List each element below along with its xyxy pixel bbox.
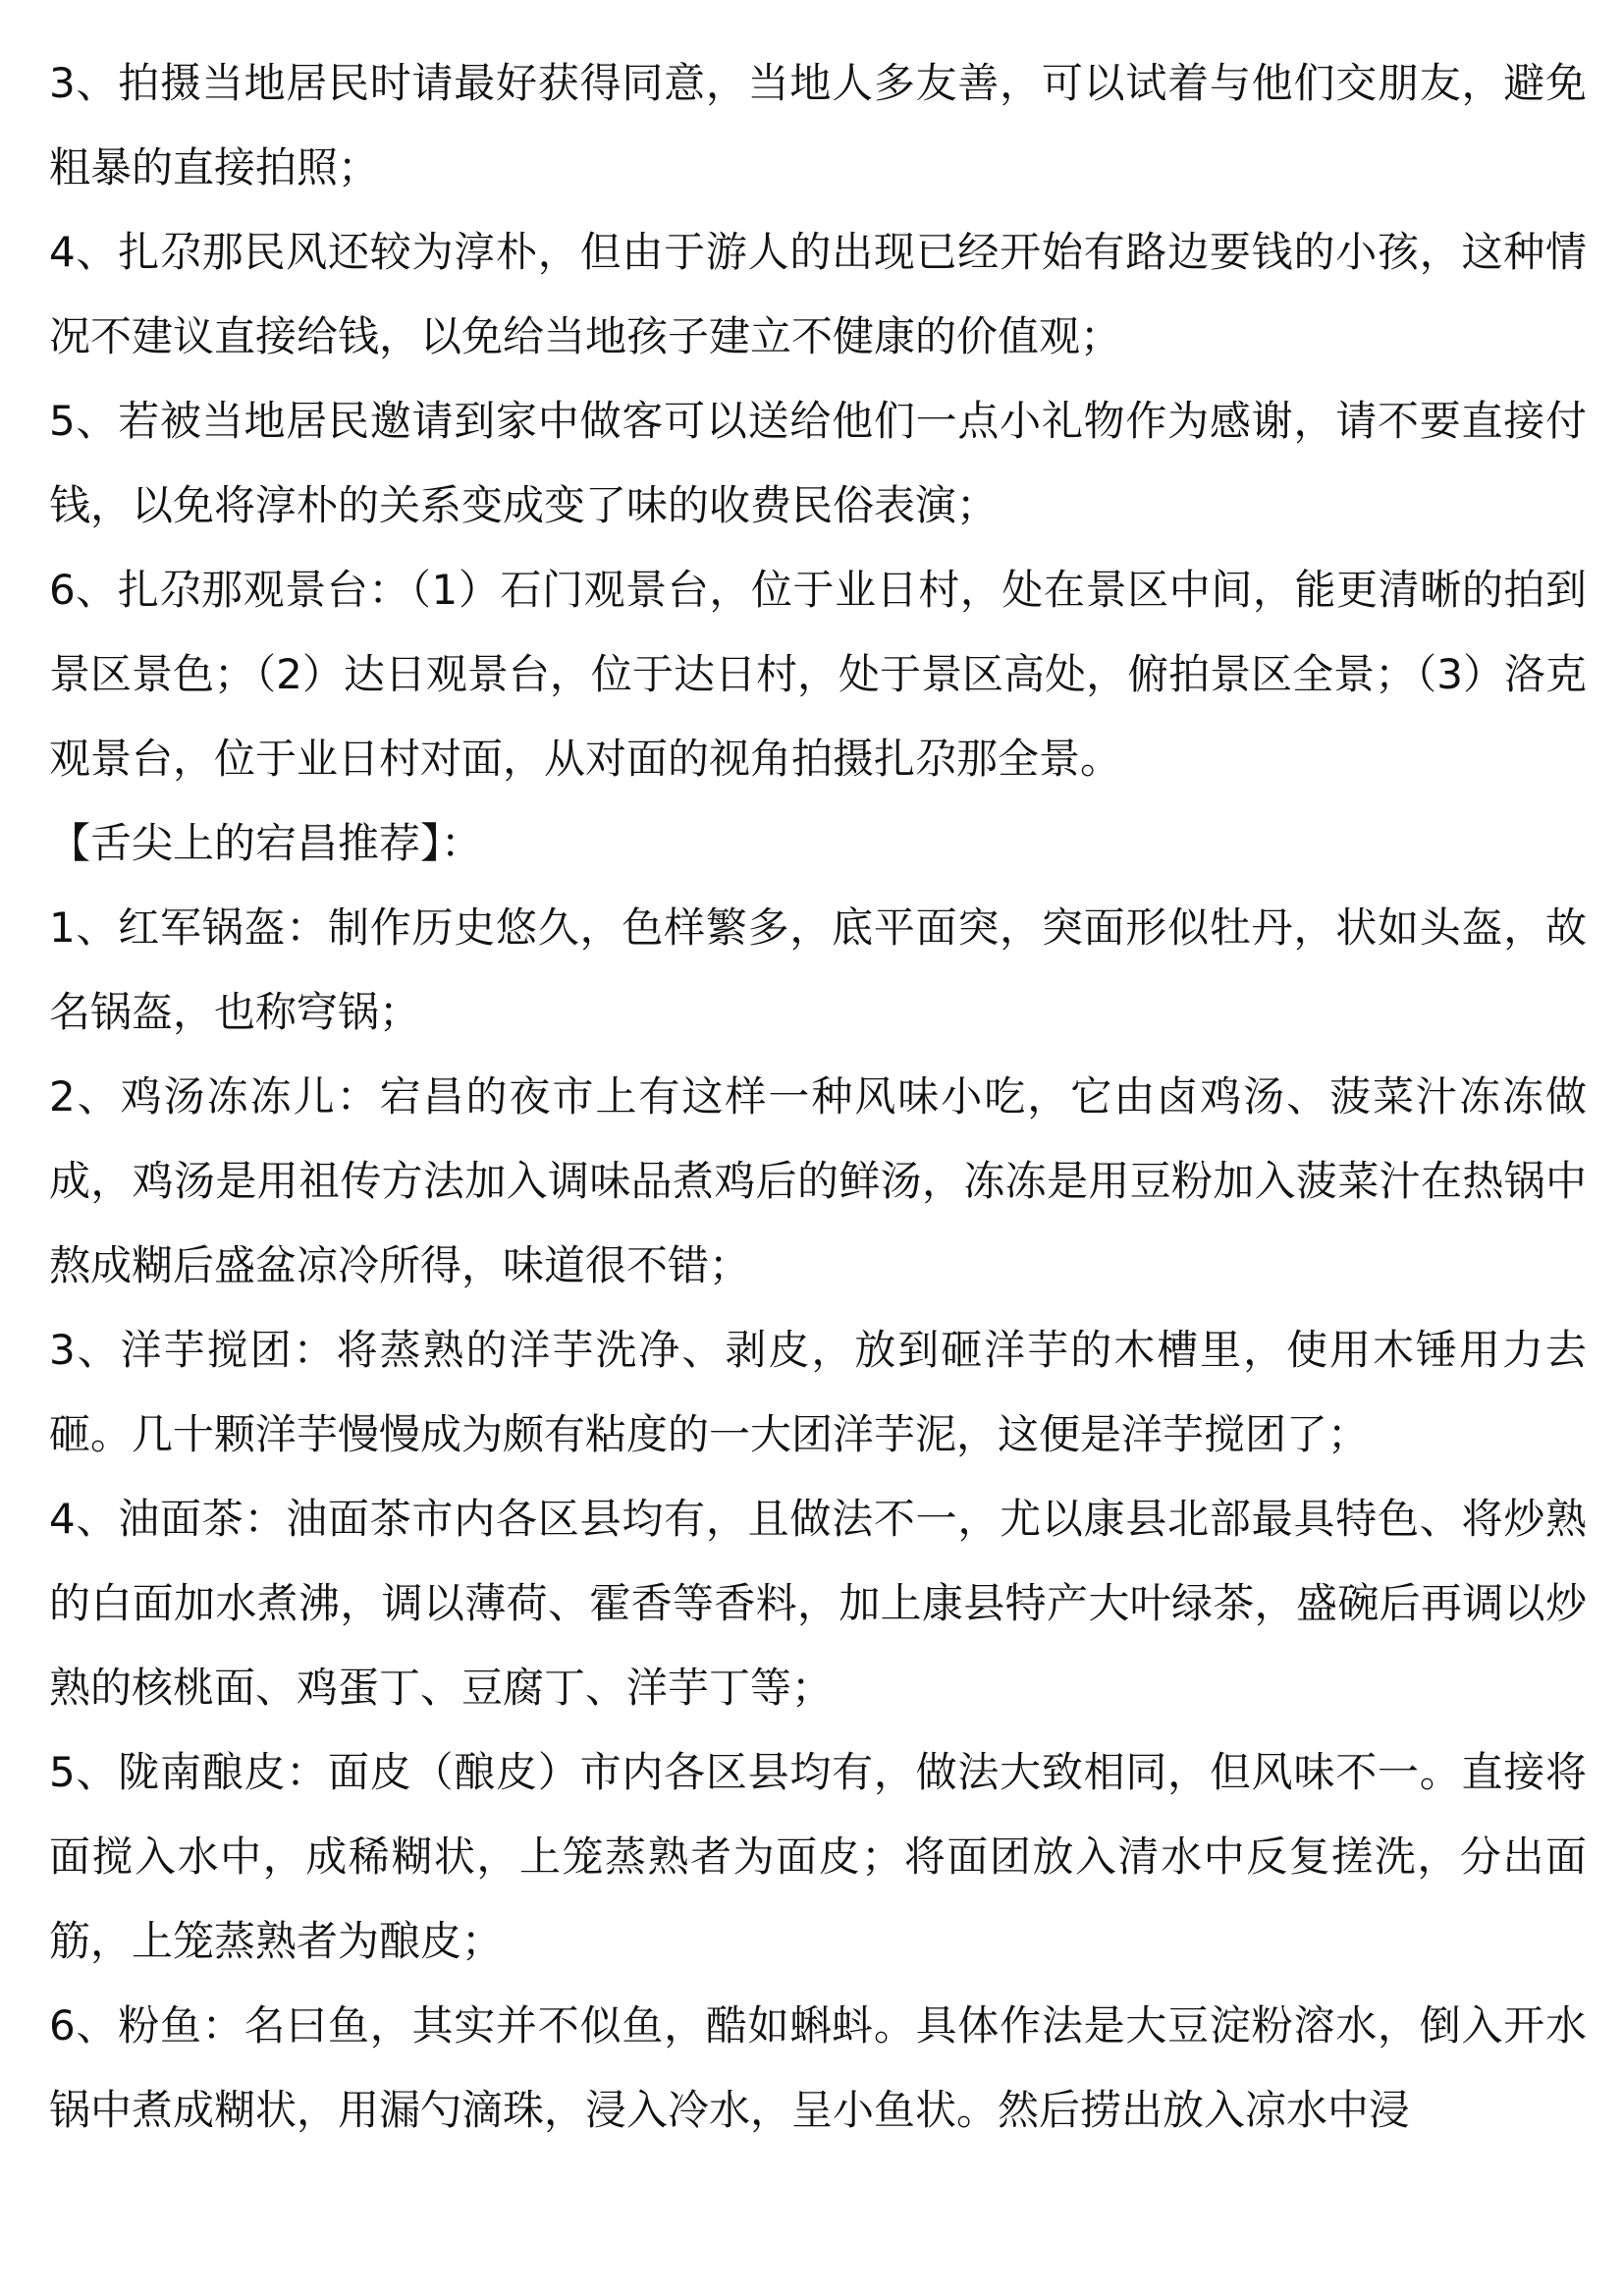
paragraph-viewpoints: 6、扎尕那观景台：（1）石门观景台，位于业日村，处在景区中间，能更清晰的拍到景区景色；（2）达日观景台，位于达日村，处于景区高处，俯拍景区全景；（3）洛克观景台，位于业日村对面，从对面的视角拍摄扎尕那全景。 (49, 566, 1587, 783)
paragraph-food-oil-tea: 4、油面茶：油面茶市内各区县均有，且做法不一，尤以康县北部最具特色、将炒熟的白面加水煮沸，调以薄荷、霍香等香料，加上康县特产大叶绿茶，盛碗后再调以炒熟的核桃面、鸡蛋丁、豆腐丁、洋芋丁等； (49, 1495, 1587, 1712)
paragraph-food-fenyu: 6、粉鱼：名曰鱼，其实并不似鱼，酷如蝌蚪。具体作法是大豆淀粉溶水，倒入开水锅中煮成糊状，用漏勺滴珠，浸入冷水，呈小鱼状。然后捞出放入凉水中浸 (49, 2001, 1587, 2134)
paragraph-home-visit: 5、若被当地居民邀请到家中做客可以送给他们一点小礼物作为感谢，请不要直接付钱，以免将淳朴的关系变成变了味的收费民俗表演； (49, 397, 1587, 529)
paragraph-photo-consent: 3、拍摄当地居民时请最好获得同意，当地人多友善，可以试着与他们交朋友，避免粗暴的直接拍照； (49, 59, 1587, 191)
document-body (49, 41, 1587, 2153)
section-heading-food: 【舌尖上的宕昌推荐】： (49, 819, 483, 867)
paragraph-food-niangpi: 5、陇南酿皮：面皮（酿皮）市内各区县均有，做法大致相同，但风味不一。直接将面搅入水中，成稀糊状，上笼蒸熟者为面皮；将面团放入清水中反复搓洗，分出面筋，上笼蒸熟者为酿皮； (49, 1748, 1587, 1965)
paragraph-food-chicken-jelly: 2、鸡汤冻冻儿：宕昌的夜市上有这样一种风味小吃，它由卤鸡汤、菠菜汁冻冻做成，鸡汤是用祖传方法加入调味品煮鸡后的鲜汤，冻冻是用豆粉加入菠菜汁在热锅中熬成糊后盛盆凉冷所得，味道很不错； (49, 1072, 1587, 1289)
paragraph-food-potato-jiaotuan: 3、洋芋搅团：将蒸熟的洋芋洗净、剥皮，放到砸洋芋的木槽里，使用木锤用力去砸。几十颗洋芋慢慢成为颇有粘度的一大团洋芋泥，这便是洋芋搅团了； (49, 1326, 1587, 1458)
paragraph-food-guokui: 1、红军锅盔：制作历史悠久，色样繁多，底平面突，突面形似牡丹，状如头盔，故名锅盔，也称穹锅； (49, 903, 1587, 1036)
paragraph-children-money: 4、扎尕那民风还较为淳朴，但由于游人的出现已经开始有路边要钱的小孩，这种情况不建议直接给钱，以免给当地孩子建立不健康的价值观； (49, 228, 1587, 360)
